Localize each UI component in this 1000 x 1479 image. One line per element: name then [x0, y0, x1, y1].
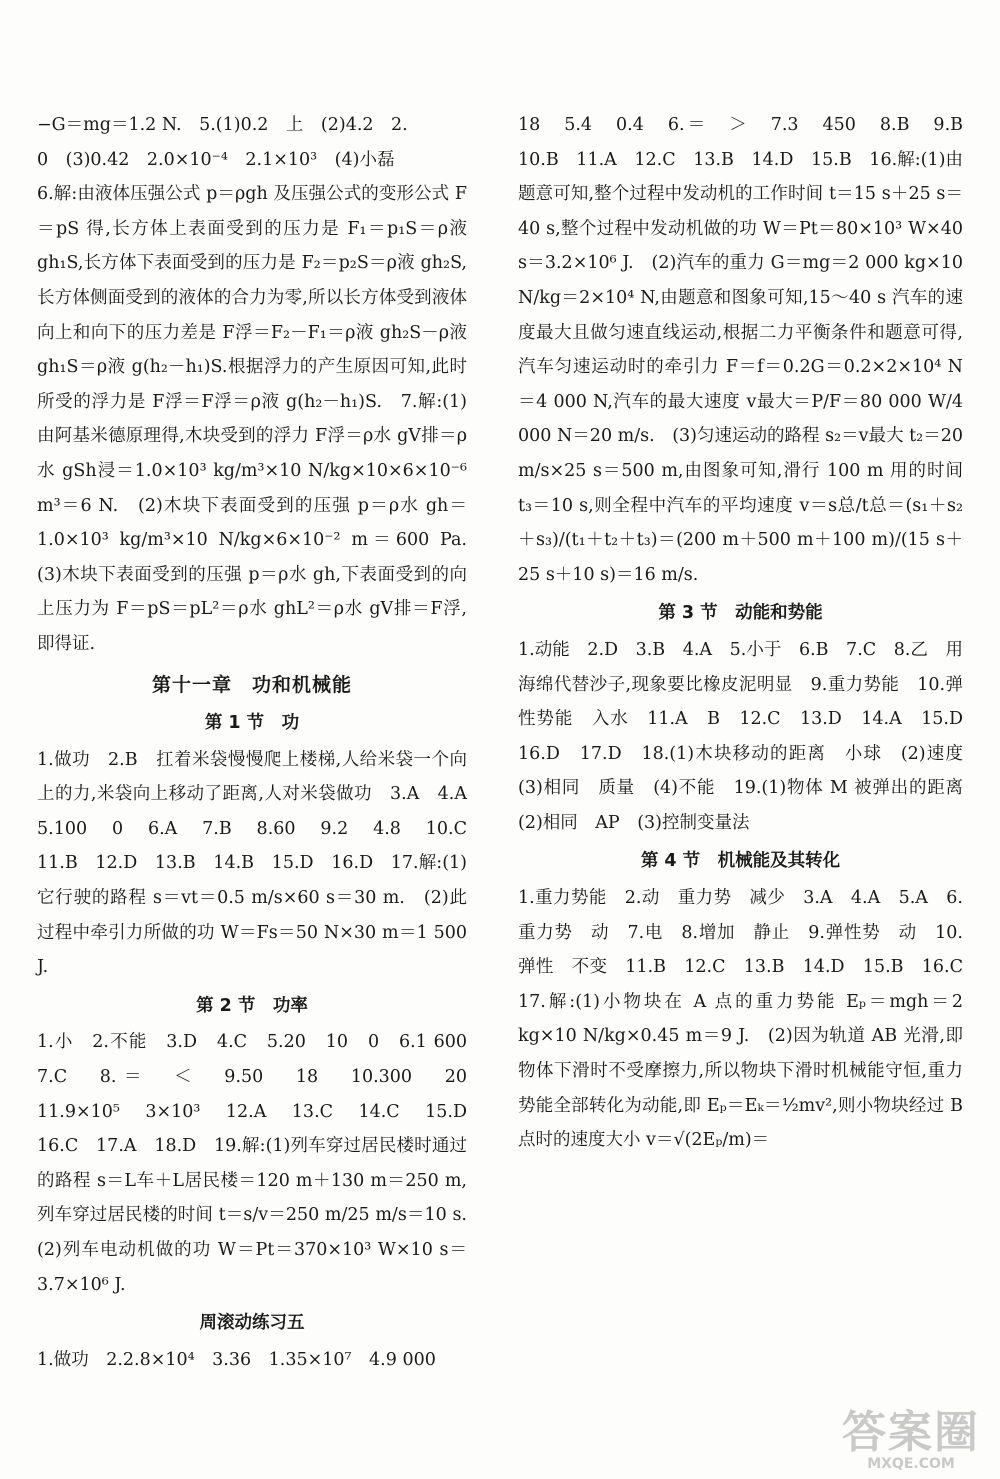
left-column: [37, 108, 485, 1377]
review-title: 周滚动练习五: [199, 1313, 305, 1334]
section-3-answers: 1.动能 2.D 3.B 4.A 5.小于 6.B 7.C 8.乙 用海绵代替沙子,现象要比橡皮泥明显 9.重力势能 10.弹性势能 入水 11.A B 12.C 13.D 14.A 15.D 16.D 17.D 18.(1)木块移动的距离 小球 (2)速度 (3)相同 质量 (4)不能 19.(1)物体 M 被弹出的距离 (2)相同 AP (3)控制变量法: [518, 639, 981, 833]
right-column: [518, 108, 981, 1158]
continued-answers: 18 5.4 0.4 6.＝ ＞ 7.3 450 8.B 9.B 10.B 11.A 12.C 13.B 14.D 15.B 16.解:(1)由题意可知,整个过程中发动机的工作时间 t＝15 s＋25 s＝40 s,整个过程中发动机做的功 W＝Pt＝80×10³ W×40 s＝3.2×10⁶ J. (2)汽车的重力 G＝mg＝2 000 kg×10 N/kg＝2×10⁴ N,由题意和图象可知,15～40 s 汽车的速度最大且做匀速直线运动,根据二力平衡条件和题意可得,汽车匀速运动时的牵引力 F＝f＝0.2G＝0.2×2×10⁴ N＝4 000 N,汽车的最大速度 v最大＝P/F＝80 000 W/4 000 N＝20 m/s. (3)匀速运动的路程 s₂＝v最大 t₂＝20 m/s×25 s＝500 m,由图象可知,滑行 100 m 用的时间 t₃＝10 s,则全程中汽车的平均速度 v＝s总/t总＝(s₁＋s₂＋s₃)/(t₁＋t₂＋t₃)＝(200 m＋500 m＋100 m)/(15 s＋25 s＋10 s)＝16 m/s.: [518, 115, 981, 585]
section-4-title: 第 4 节 机械能及其转化: [640, 851, 841, 872]
section-1-title: 第 1 节 功: [204, 713, 300, 734]
section-1-answers: 1.做功 2.B 扛着米袋慢慢爬上楼梯,人给米袋一个向上的力,米袋向上移动了距离,人对米袋做功 3.A 4.A 5.100 0 6.A 7.B 8.60 9.2 4.8 10.C 11.B 12.D 13.B 14.B 15.D 16.D 17.解:(1)它行驶的路程 s＝vt＝0.5 m/s×60 s＝30 m. (2)此过程中牵引力所做的功 W＝Fs＝50 N×30 m＝1 500 J.: [37, 749, 485, 978]
section-4-answers: 1.重力势能 2.动 重力势 减少 3.A 4.A 5.A 6.重力势 动 7.电 8.增加 静止 9.弹性势 动 10.弹性 不变 11.B 12.C 13.B 14.D 15.B 16.C 17.解:(1)小物块在 A 点的重力势能 Eₚ＝mgh＝2 kg×10 N/kg×0.45 m＝9 J. (2)因为轨道 AB 光滑,即物体下滑时不受摩擦力,所以物块下滑时机械能守恒,重力势能全部转化为动能,即 Eₚ＝Eₖ＝½mv²,则小物块经过 B 点时的速度大小 v＝√(2Eₚ/m)＝: [518, 888, 981, 1151]
watermark-logo-text: 答案圈: [842, 1407, 980, 1458]
text-line: 0 (3)0.42 2.0×10⁻⁴ 2.1×10³ (4)小磊: [37, 149, 395, 170]
answers-6-7: 6.解:由液体压强公式 p＝ρgh 及压强公式的变形公式 F＝pS 得,长方体上表面受到的压力是 F₁＝p₁S＝ρ液 gh₁S,长方体下表面受到的压力是 F₂＝p₂S＝ρ液 gh₂S,长方体侧面受到的液体的合力为零,所以长方体受到液体向上和向下的压力差是 F浮＝F₂－F₁＝ρ液 gh₂S－ρ液 gh₁S＝ρ液 g(h₂－h₁)S.根据浮力的产生原因可知,此时所受的浮力是 F浮＝F浮＝ρ液 g(h₂－h₁)S. 7.解:(1)由阿基米德原理得,木块受到的浮力 F浮＝ρ水 gV排＝ρ水 gSh浸＝1.0×10³ kg/m³×10 N/kg×10×6×10⁻⁶ m³＝6 N. (2)木块下表面受到的压强 p＝ρ水 gh＝1.0×10³ kg/m³×10 N/kg×6×10⁻² m＝600 Pa. (3)木块下表面受到的压强 p＝ρ水 gh,下表面受到的向上压力为 F＝pS＝pL²＝ρ水 ghL²＝ρ水 gV排＝F浮,即得证.: [37, 184, 485, 654]
review-answers: 1.做功 2.2.8×10⁴ 3.36 1.35×10⁷ 4.9 000: [37, 1349, 436, 1370]
section-2-title: 第 2 节 功率: [196, 995, 308, 1016]
text-line: −G＝mg＝1.2 N. 5.(1)0.2 上 (2)4.2 2.: [37, 115, 408, 135]
watermark-url: MXQE.COM: [867, 1456, 955, 1472]
section-3-title: 第 3 节 动能和势能: [658, 603, 823, 624]
site-watermark: [842, 1407, 980, 1472]
section-2-answers: 1.小 2.不能 3.D 4.C 5.20 10 0 6.1 600 7.C 8.＝ ＜ 9.50 18 10.300 20 11.9×10⁵ 3×10³ 12.A 13.C 14.C 15.D 16.C 17.A 18.D 19.解:(1)列车穿过居民楼时通过的路程 s＝L车＋L居民楼＝120 m＋130 m＝250 m,列车穿过居民楼的时间 t＝s/v＝250 m/25 m/s＝10 s. (2)列车电动机做的功 W＝Pt＝370×10³ W×10 s＝3.7×10⁶ J.: [37, 1032, 485, 1295]
chapter-title: 第十一章 功和机械能: [151, 673, 352, 696]
